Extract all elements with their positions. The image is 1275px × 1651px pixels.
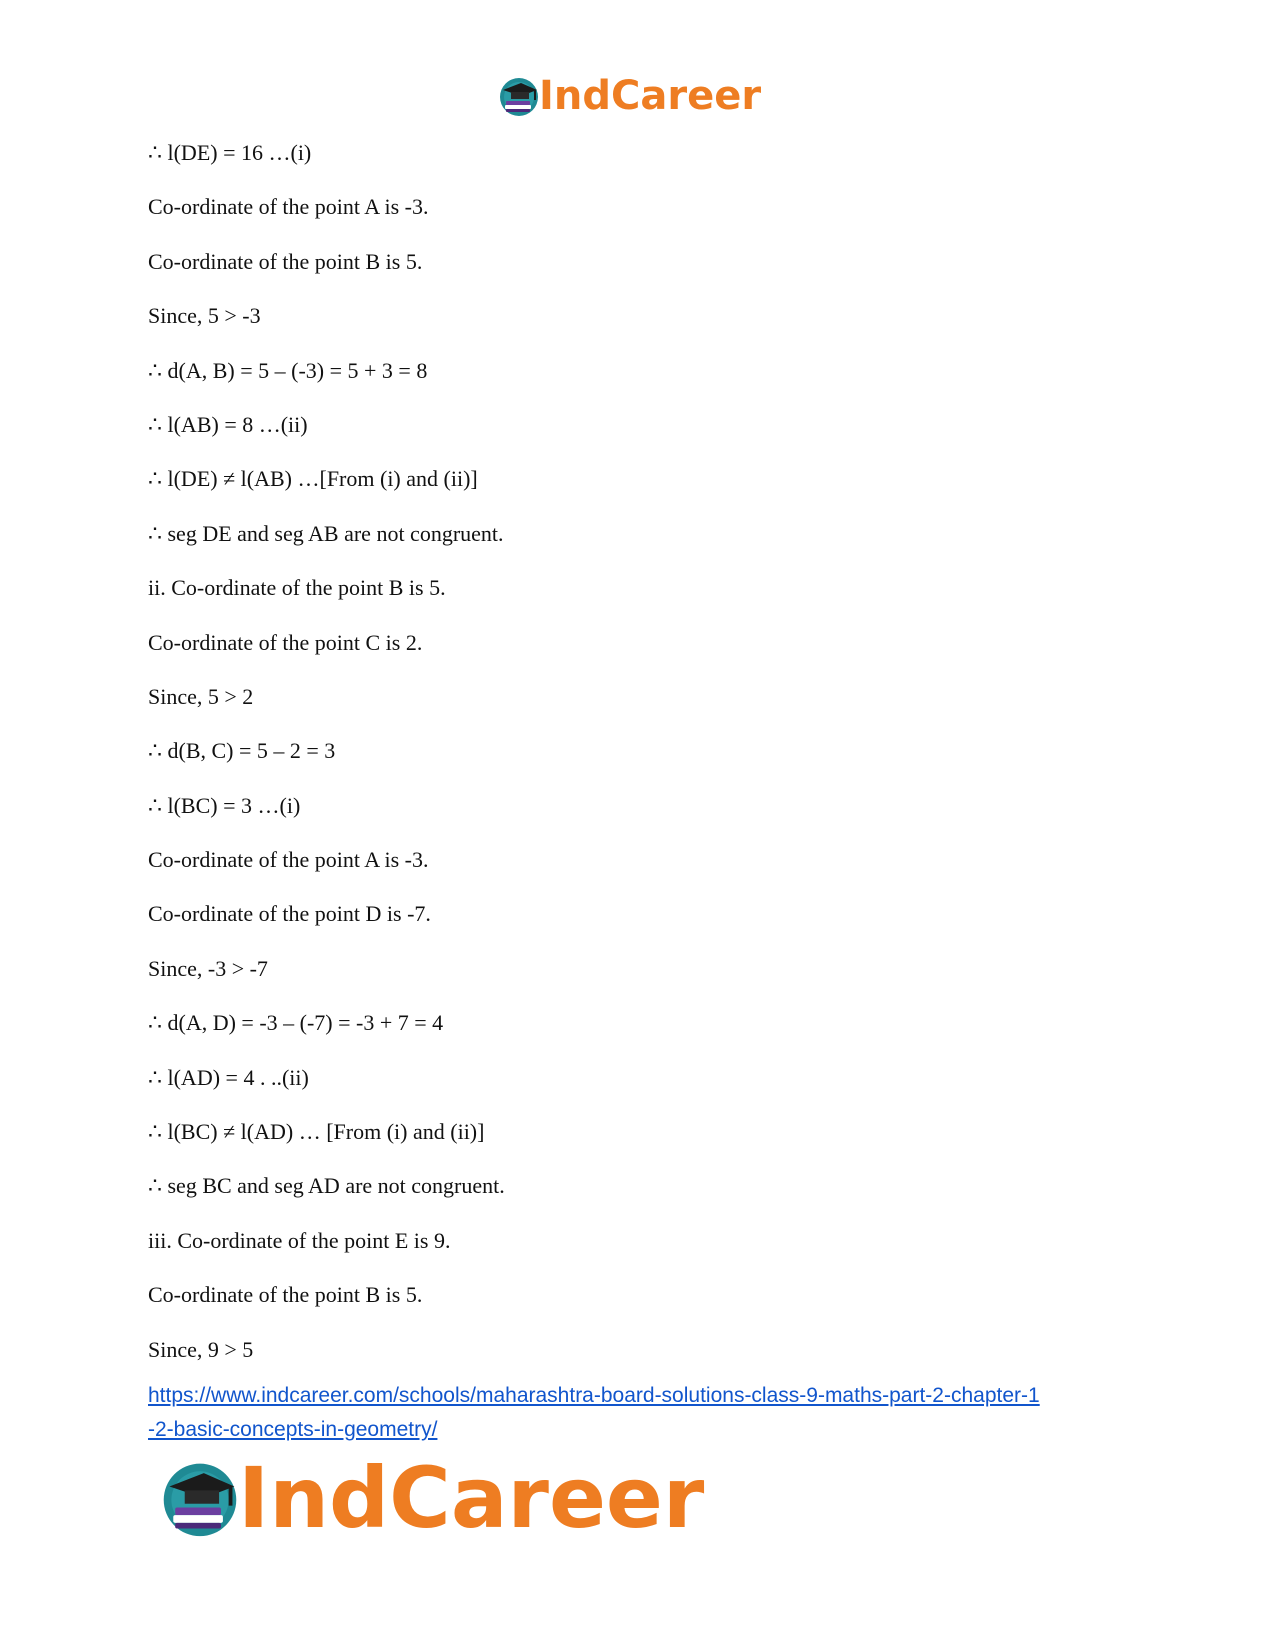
- text-line: ∴ l(AD) = 4 . ..(ii): [148, 1064, 309, 1090]
- text-line: Co-ordinate of the point A is -3.: [148, 194, 429, 220]
- text-line: Since, 5 > -3: [148, 303, 261, 329]
- text-line: ∴ l(DE) = 16 …(i): [148, 140, 312, 165]
- text-line: Since, 9 > 5: [148, 1336, 254, 1362]
- source-link-block: [148, 1379, 1138, 1447]
- text-line: Co-ordinate of the point A is -3.: [148, 847, 429, 873]
- header-logo-text: IndCareer: [539, 73, 762, 119]
- solution-content: [148, 140, 1128, 1391]
- text-line: ∴ d(A, D) = -3 – (-7) = -3 + 7 = 4: [148, 1010, 444, 1036]
- text-line: Since, 5 > 2: [148, 683, 254, 709]
- graduation-cap-book-icon: [497, 74, 541, 118]
- text-line: ∴ seg DE and seg AB are not congruent.: [148, 520, 504, 546]
- graduation-cap-book-icon: [158, 1456, 242, 1540]
- text-line: ∴ d(A, B) = 5 – (-3) = 5 + 3 = 8: [148, 357, 428, 383]
- footer-logo-text: IndCareer: [238, 1449, 705, 1547]
- text-line: ∴ l(BC) = 3 …(i): [148, 792, 301, 818]
- text-line: ∴ seg BC and seg AD are not congruent.: [148, 1173, 505, 1199]
- text-line: ∴ l(DE) ≠ l(AB) …[From (i) and (ii)]: [148, 466, 478, 492]
- text-line: ii. Co-ordinate of the point B is 5.: [148, 575, 446, 601]
- text-line: Co-ordinate of the point B is 5.: [148, 248, 423, 274]
- text-line: Co-ordinate of the point C is 2.: [148, 629, 423, 655]
- header-logo: [497, 74, 761, 118]
- source-link-line-2[interactable]: -2-basic-concepts-in-geometry/: [148, 1418, 438, 1441]
- text-line: iii. Co-ordinate of the point E is 9.: [148, 1227, 451, 1253]
- source-link-line-1[interactable]: https://www.indcareer.com/schools/maharashtra-board-solutions-class-9-maths-part-2-chapter-1: [148, 1384, 1040, 1407]
- text-line: ∴ l(BC) ≠ l(AD) … [From (i) and (ii)]: [148, 1119, 485, 1145]
- text-line: ∴ d(B, C) = 5 – 2 = 3: [148, 738, 336, 764]
- text-line: Since, -3 > -7: [148, 955, 268, 981]
- text-line: Co-ordinate of the point D is -7.: [148, 901, 431, 927]
- footer-logo: [158, 1449, 705, 1547]
- text-line: ∴ l(AB) = 8 …(ii): [148, 411, 308, 437]
- text-line: Co-ordinate of the point B is 5.: [148, 1282, 423, 1308]
